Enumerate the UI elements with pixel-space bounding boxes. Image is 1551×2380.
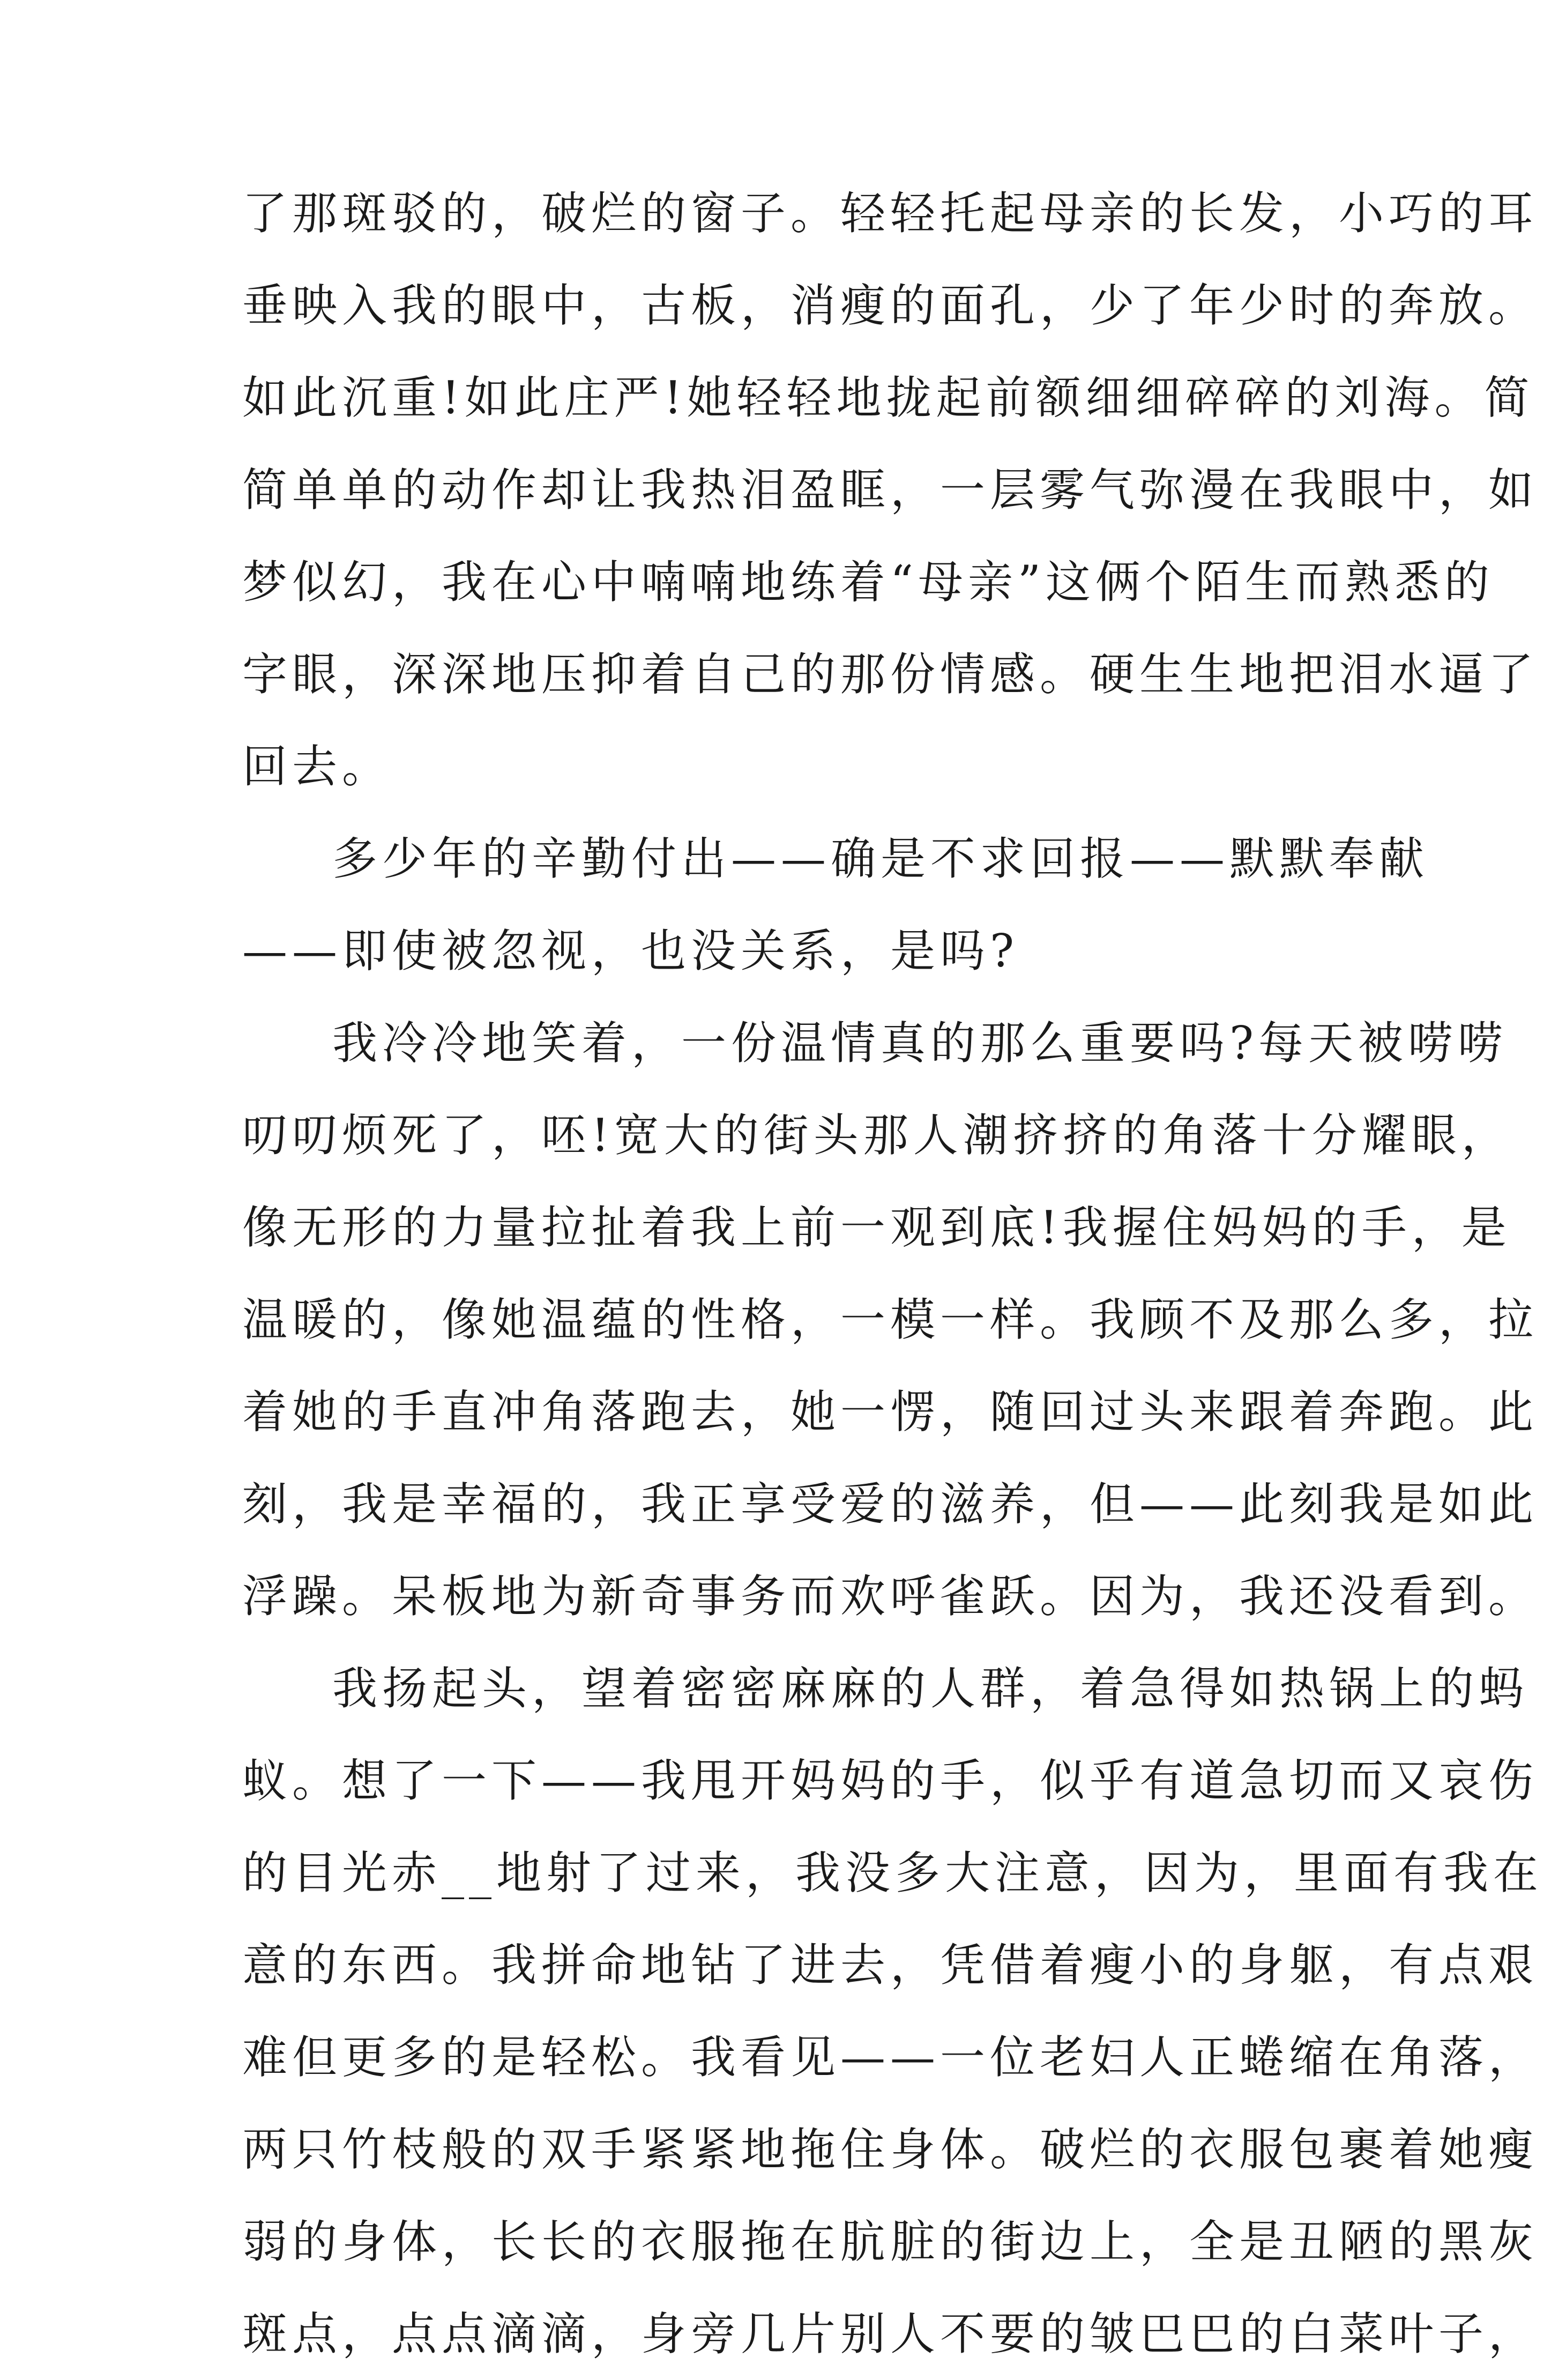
text-line: 的目光赤__地射了过来，我没多大注意，因为，里面有我在 — [242, 1847, 1543, 1899]
text-line: 难但更多的是轻松。我看见——一位老妇人正蜷缩在角落， — [242, 2031, 1539, 2084]
text-line: 像无形的力量拉扯着我上前一观到底!我握住妈妈的手，是 — [242, 1201, 1511, 1254]
text-line: 垂映入我的眼中，古板，消瘦的面孔，少了年少时的奔放。 — [242, 279, 1539, 332]
text-line: 简单单的动作却让我热泪盈眶，一层雾气弥漫在我眼中，如 — [242, 464, 1539, 516]
text-line: 浮躁。呆板地为新奇事务而欢呼雀跃。因为，我还没看到。 — [242, 1570, 1539, 1623]
text-line: 蚁。想了一下——我甩开妈妈的手，似乎有道急切而又哀伤 — [242, 1754, 1539, 1807]
text-line: ——即使被忽视，也没关系，是吗? — [242, 925, 1019, 977]
paragraph-start-line: 我扬起头，望着密密麻麻的人群，着急得如热锅上的蚂 — [332, 1662, 1529, 1715]
text-line: 弱的身体，长长的衣服拖在肮脏的街边上，全是丑陋的黑灰 — [242, 2215, 1539, 2268]
text-line: 刻，我是幸福的，我正享受爱的滋养，但——此刻我是如此 — [242, 1478, 1539, 1530]
text-line: 斑点，点点滴滴，身旁几片别人不要的皱巴巴的白菜叶子， — [242, 2308, 1539, 2360]
paragraph-start-line: 多少年的辛勤付出——确是不求回报——默默奉献 — [332, 832, 1429, 885]
text-line: 叨叨烦死了，呸!宽大的街头那人潮挤挤的角落十分耀眼， — [242, 1109, 1511, 1162]
text-line: 意的东西。我拼命地钻了进去，凭借着瘦小的身躯，有点艰 — [242, 1939, 1539, 1991]
text-line: 着她的手直冲角落跑去，她一愣，随回过头来跟着奔跑。此 — [242, 1386, 1539, 1438]
text-line: 回去。 — [242, 740, 392, 793]
text-line: 了那斑驳的，破烂的窗子。轻轻托起母亲的长发，小巧的耳 — [242, 187, 1539, 240]
text-line: 字眼，深深地压抑着自己的那份情感。硬生生地把泪水逼了 — [242, 648, 1539, 701]
text-line: 温暖的，像她温蕴的性格，一模一样。我顾不及那么多，拉 — [242, 1293, 1539, 1346]
text-line: 梦似幻，我在心中喃喃地练着“母亲”这俩个陌生而熟悉的 — [242, 556, 1494, 608]
text-line: 两只竹枝般的双手紧紧地拖住身体。破烂的衣服包裹着她瘦 — [242, 2123, 1539, 2176]
text-line: 如此沉重!如此庄严!她轻轻地拢起前额细细碎碎的刘海。简 — [242, 371, 1534, 424]
body-text — [242, 167, 1543, 2380]
paragraph-start-line: 我冷冷地笑着，一份温情真的那么重要吗?每天被唠唠 — [332, 1017, 1508, 1069]
